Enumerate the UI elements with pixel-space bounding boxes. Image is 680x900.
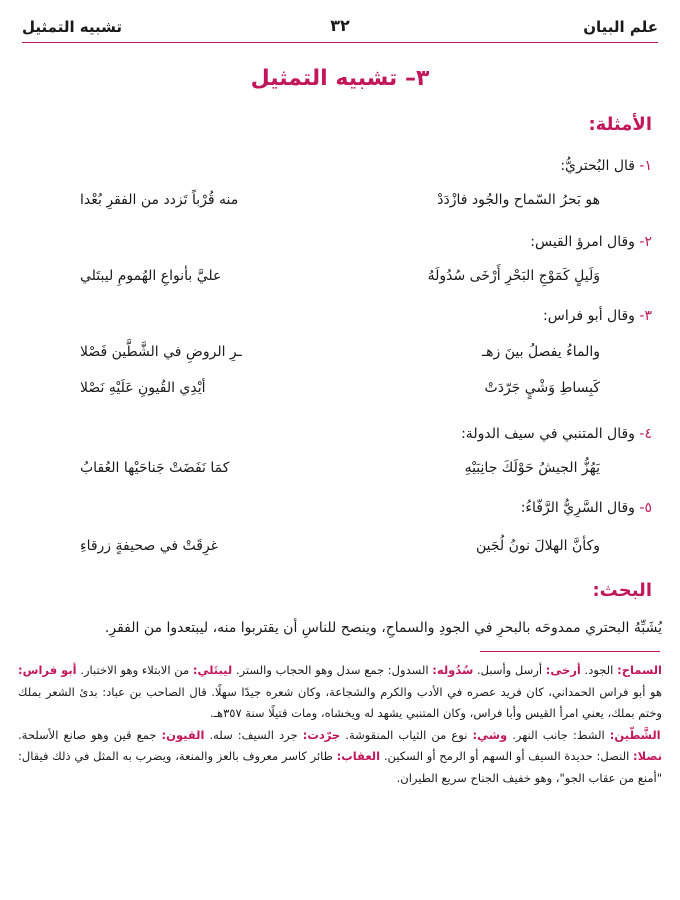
example-number: ١- — [639, 158, 652, 174]
gloss-text: من الابتلاء وهو الاختبار. — [76, 663, 193, 677]
page-number: ٣٢ — [330, 16, 350, 35]
gloss-term: نصلا: — [633, 749, 663, 763]
gloss-term: العقاب: — [336, 749, 381, 763]
second-hemistich: غرِقَتْ في صحيفةٍ زرقاءِ — [80, 538, 218, 554]
gloss-text: هو أبو فراس الحمداني، كان فريد عصره في الأدب والكرم والشجاعة، وكان شعره جيدًا سهلًا. قال الصاحب بن عباد: بدئ الشعر بملك وختم بملك، يعني امرأ القيس وأبا فراس، وكان المتنبي يشهد له ويخشاه، ومات قتيلًا سنة ٣٥٧هـ. — [18, 684, 662, 720]
footnote-paragraph — [18, 660, 662, 725]
example-poet: وقال المتنبي في سيف الدولة: — [461, 426, 635, 442]
example-number: ٣- — [639, 308, 652, 324]
first-hemistich: وكأنَّ الهلالَ نونُ لُجَين — [475, 538, 600, 554]
first-hemistich: والماءُ يفصلُ بينَ زهـ — [482, 344, 600, 360]
footnote-paragraph — [18, 725, 662, 790]
verse-line — [40, 192, 640, 216]
first-hemistich: وَلَيلٍ كَمَوْجِ البَحْرِ أَرْخَى سُدُولَهُ — [427, 268, 600, 284]
example-number: ٢- — [639, 234, 652, 250]
gloss-text: السدول: جمع سدل وهو الحجاب والستر. — [232, 663, 433, 677]
verse-line — [40, 460, 640, 484]
discussion-text: يُشَبِّهُ البحتري ممدوحَه بالبحرِ في الجودِ والسماحِ، وينصح للناسِ أن يقتربوا منه، ليبتعدوا من الفقرِ. — [104, 620, 662, 636]
page-header — [22, 12, 658, 43]
examples-heading: الأمثلة: — [588, 114, 652, 135]
gloss-term: القيون: — [161, 727, 205, 742]
second-hemistich: عليَّ بأنواعِ الهُمومِ ليبتَلي — [80, 268, 222, 284]
gloss-term: السماح: — [617, 663, 662, 677]
example-number: ٤- — [639, 426, 652, 442]
gloss-term: الشَّطّين: — [609, 727, 661, 742]
verse-line — [40, 538, 640, 562]
first-hemistich: يَهُزُّ الجيشُ حَوْلَكَ جانِبَيْهِ — [464, 460, 600, 476]
example-intro — [461, 426, 652, 442]
gloss-term: أبو فراس: — [18, 663, 77, 677]
gloss-text: جرد السيف: سله. — [204, 727, 303, 742]
gloss-term: ليبتَلي: — [192, 663, 233, 677]
example-poet: وقال امرؤ القيس: — [530, 234, 635, 250]
first-hemistich: كَبِساطِ وَشْيٍ جَرّدَتْ — [484, 380, 600, 396]
book-title: علم البيان — [583, 18, 658, 36]
verse-line — [40, 268, 640, 292]
chapter-title: تشبيه التمثيل — [22, 18, 123, 36]
gloss-term: أرخى: — [545, 663, 581, 677]
footnotes — [18, 660, 662, 789]
footnote-divider — [480, 651, 660, 652]
second-hemistich: منه قُرْباً تَزدد من الفقرِ بُعْدا — [80, 192, 239, 208]
first-hemistich: هو بَحرُ السّماح والجُود فازْدَدْ — [437, 192, 600, 208]
gloss-text: طائر كاسر معروف بالعز والمنعة، ويضرب به المثل في ذلك فيقال: "أمنع من عقاب الجو"، وهو خفيف الجناح سريع الطيران. — [18, 749, 662, 785]
verse-line — [40, 344, 640, 368]
second-hemistich: ـرِ الروضِ في الشَّطَّين فَصْلا — [80, 344, 242, 360]
discussion-heading: البحث: — [592, 580, 652, 601]
gloss-term: سُدُوله: — [432, 663, 474, 677]
verse-line — [40, 380, 640, 404]
example-poet: وقال أبو فراس: — [543, 308, 635, 324]
gloss-term: وشي: — [472, 727, 508, 742]
example-number: ٥- — [639, 500, 652, 516]
example-intro — [560, 158, 652, 174]
example-poet: قال البُحتريُّ: — [560, 158, 635, 174]
lesson-title: ٣– تشبيه التمثيل — [250, 66, 430, 91]
second-hemistich: كمَا نَفَضَتْ جَناحَيْها العُقابُ — [80, 460, 230, 476]
gloss-text: الجود. — [580, 663, 618, 677]
example-intro — [530, 234, 652, 250]
example-intro — [521, 500, 652, 516]
second-hemistich: أيْدِي القُيونِ عَلَيْهِ نَصْلا — [80, 380, 206, 396]
example-intro — [543, 308, 652, 324]
gloss-text: نوع من الثياب المنقوشة. — [340, 727, 473, 742]
gloss-text: أرسل وأسبل. — [473, 663, 546, 677]
gloss-term: جرّدت: — [302, 727, 341, 742]
example-poet: وقال السَّرِيُّ الرَّفّاءُ: — [520, 500, 635, 516]
gloss-text: جمع قين وهو صانع الأسلحة. — [18, 727, 162, 742]
gloss-text: النصل: حديدة السيف أو السهم أو الرمح أو السكين. — [380, 749, 634, 763]
gloss-text: الشط: جانب النهر. — [507, 727, 610, 742]
